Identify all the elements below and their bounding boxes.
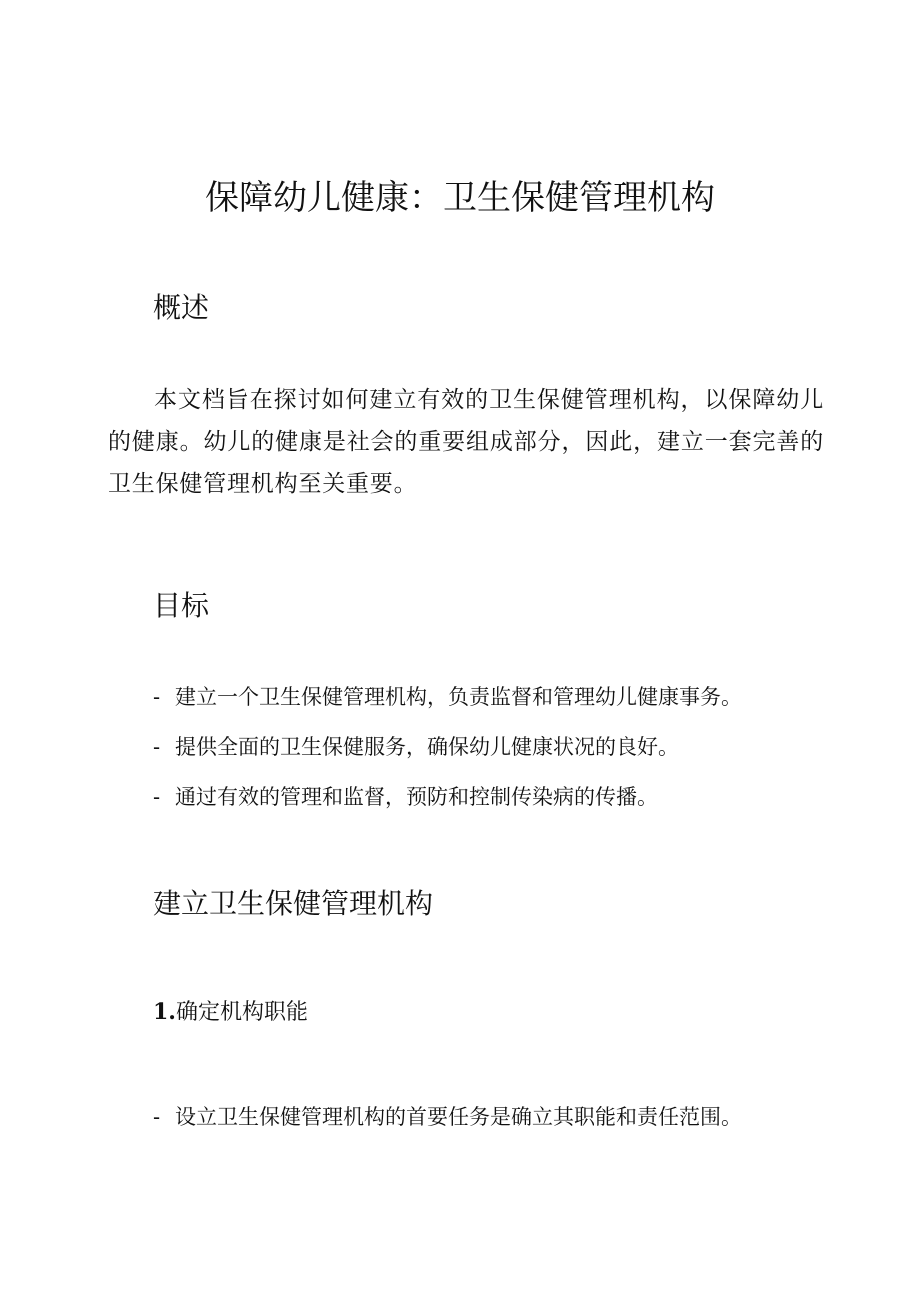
section-heading-goals: 目标 bbox=[153, 589, 210, 622]
list-item bbox=[153, 1092, 742, 1142]
list-item-text: 建立一个卫生保健管理机构，负责监督和管理幼儿健康事务。 bbox=[175, 685, 742, 709]
subsection-title: 确定机构职能 bbox=[175, 1000, 308, 1025]
bullet-dash: - bbox=[153, 785, 161, 809]
list-item bbox=[153, 672, 742, 722]
goals-list bbox=[153, 672, 742, 822]
list-item bbox=[153, 722, 742, 772]
subsection-number: 1. bbox=[153, 999, 176, 1025]
section-heading-overview: 概述 bbox=[153, 291, 210, 324]
bullet-dash: - bbox=[153, 1105, 161, 1129]
list-item-text: 提供全面的卫生保健服务，确保幼儿健康状况的良好。 bbox=[175, 735, 679, 759]
list-item-text: 通过有效的管理和监督，预防和控制传染病的传播。 bbox=[175, 785, 658, 809]
bullet-dash: - bbox=[153, 685, 161, 709]
overview-paragraph: 本文档旨在探讨如何建立有效的卫生保健管理机构，以保障幼儿的健康。幼儿的健康是社会的重要组成部分，因此，建立一套完善的卫生保健管理机构至关重要。 bbox=[108, 387, 824, 497]
establish-list bbox=[153, 1092, 742, 1142]
page-title: 保障幼儿健康：卫生保健管理机构 bbox=[205, 178, 715, 218]
section-heading-establish: 建立卫生保健管理机构 bbox=[153, 887, 434, 920]
bullet-dash: - bbox=[153, 735, 161, 759]
subsection-heading bbox=[153, 997, 308, 1028]
list-item bbox=[153, 772, 742, 822]
list-item-text: 设立卫生保健管理机构的首要任务是确立其职能和责任范围。 bbox=[175, 1105, 742, 1129]
